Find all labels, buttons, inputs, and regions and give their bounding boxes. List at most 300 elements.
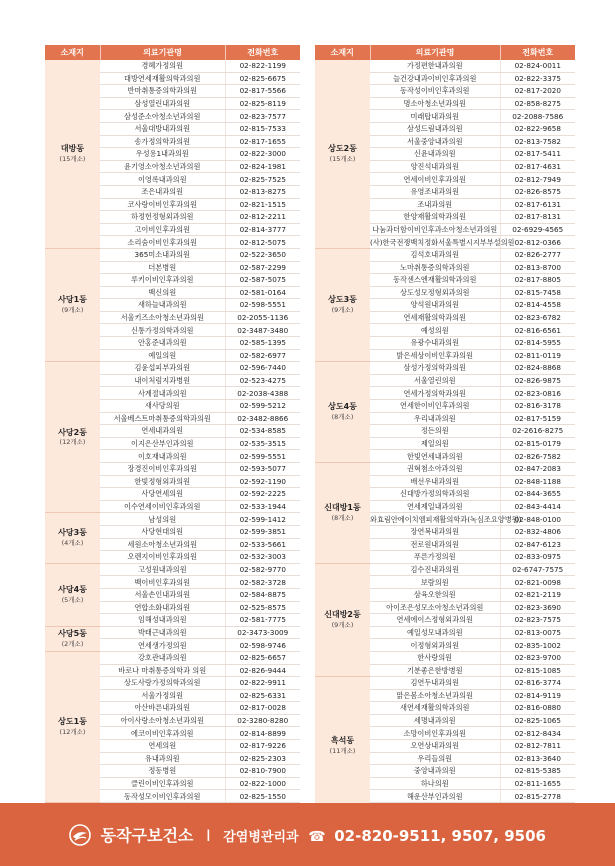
institution-name: 김수진내과의원 <box>370 563 500 576</box>
institution-name: 연세가정의학과의원 <box>370 387 500 400</box>
institution-name: 정든의원 <box>370 425 500 438</box>
phone-number: 02-817-5566 <box>225 85 300 98</box>
table-row <box>315 563 575 576</box>
phone-number: 02-824-8868 <box>500 362 575 375</box>
phone-number: 02-823-7575 <box>500 614 575 627</box>
phone-number: 02-814-4558 <box>500 299 575 312</box>
phone-number: 02-825-2303 <box>225 752 300 765</box>
area-name: 사당4동 <box>58 584 87 594</box>
table-row <box>45 513 300 526</box>
phone-icon: ☎ <box>308 829 326 845</box>
institution-name: 서울가정의원 <box>100 689 225 702</box>
area-count: (9개소) <box>61 306 84 315</box>
phone-number: 02-585-1395 <box>225 337 300 350</box>
institution-name: 신대방가정의학과의원 <box>370 488 500 501</box>
phone-number: 02-815-7533 <box>225 122 300 135</box>
institution-name: 정동병원 <box>100 765 225 778</box>
phone-number: 02-823-9700 <box>500 651 575 664</box>
phone-number: 02-814-9119 <box>500 689 575 702</box>
phone-number: 02-3482-8866 <box>225 412 300 425</box>
institution-name: 바로나 마취통증의학과 의원 <box>100 664 225 677</box>
institution-name: 소리숨이비인후과의원 <box>100 236 225 249</box>
phone-number: 02-825-6675 <box>225 72 300 85</box>
phone-number: 02-813-7582 <box>500 135 575 148</box>
phone-number: 02-811-1655 <box>500 777 575 790</box>
footer-contact <box>0 823 615 846</box>
phone-number: 02-844-3655 <box>500 488 575 501</box>
institution-name: 새사당의원 <box>100 400 225 413</box>
area-count: (8개소) <box>331 413 354 422</box>
institution-name: 사계절내과의원 <box>100 387 225 400</box>
phone-number: 02-584-8875 <box>225 588 300 601</box>
institution-name: 대방연세재활의학과의원 <box>100 72 225 85</box>
institution-name: 와효림안에이치엠피재활의학과(녹심조요양병원) <box>370 514 522 524</box>
phone-number: 02-810-7900 <box>225 765 300 778</box>
area-name: 흑석동 <box>330 736 355 746</box>
institution-name: 삼육오한의원 <box>370 588 500 601</box>
phone-number: 02-533-5661 <box>225 538 300 551</box>
header-area: 소재지 <box>315 45 370 60</box>
institution-name: 오렌지이비인후과의원 <box>100 551 225 564</box>
institution-name: 하나의원 <box>370 777 500 790</box>
area-count: (5개소) <box>61 595 84 604</box>
phone-number: 02-826-9444 <box>225 664 300 677</box>
phone-number: 02-826-8575 <box>500 185 575 198</box>
institution-name: 내이처럼지과병원 <box>100 374 225 387</box>
institution-name: 소망이비인후과의원 <box>370 727 500 740</box>
contact-phones[interactable]: 02-820-9511, 9507, 9506 <box>334 827 546 845</box>
phone-number: 02-822-3000 <box>225 148 300 161</box>
institution-name: 전로원내과의원 <box>370 538 500 551</box>
area-count: (2개소) <box>61 639 84 648</box>
phone-number: 02-534-8585 <box>225 425 300 438</box>
institution-name: 에코이비인후과의원 <box>100 727 225 740</box>
phone-number: 02-581-7775 <box>225 614 300 627</box>
phone-number: 02-812-7949 <box>500 173 575 186</box>
institution-name: 연세내과의원 <box>100 425 225 438</box>
institution-name: 배선우내과의원 <box>370 475 500 488</box>
institution-name: 명소아청소년과의원 <box>370 97 500 110</box>
institution-name: 신윤내과의원 <box>370 148 500 161</box>
header-phone: 전화번호 <box>225 45 300 60</box>
table-row <box>45 563 300 576</box>
institution-name: 한양재활의학과의원 <box>370 211 500 224</box>
phone-number: 02-2616-8275 <box>500 425 575 438</box>
phone-number: 02-817-5159 <box>500 412 575 425</box>
institution-name: 조은내과의원 <box>100 185 225 198</box>
institution-name: 우리들의원 <box>370 752 500 765</box>
phone-number: 02-847-6123 <box>500 538 575 551</box>
institution-name: 한빛연세내과의원 <box>370 450 500 463</box>
area-count: (12개소) <box>59 727 86 736</box>
institution-name: 연세재활의학과의원 <box>370 311 500 324</box>
area-cell <box>45 563 100 626</box>
institution-name: 이수연세이비인후과의원 <box>100 500 225 513</box>
phone-number: 02-817-5411 <box>500 148 575 161</box>
institution-name: 세명내과의원 <box>370 714 500 727</box>
area-name: 신대방1동 <box>324 503 361 513</box>
institution-name: 하정헌정형외과의원 <box>100 211 225 224</box>
table-row <box>315 362 575 375</box>
institution-name: 우성용1내과의원 <box>100 148 225 161</box>
institution-name: 오연상내과의원 <box>370 740 500 753</box>
institution-name: 아산바른내과의원 <box>100 702 225 715</box>
phone-number: 02-823-3690 <box>500 601 575 614</box>
phone-number: 02-593-5077 <box>225 463 300 476</box>
phone-number: 02-598-9746 <box>225 639 300 652</box>
institution-name: 임해성내과의원 <box>100 614 225 627</box>
institution-name: 서울베스트마취통증의학과의원 <box>100 412 225 425</box>
area-count: (4개소) <box>61 539 84 548</box>
phone-number: 02-824-1981 <box>225 160 300 173</box>
phone-number: 02-825-8119 <box>225 97 300 110</box>
area-name: 상도1동 <box>58 717 87 727</box>
table-header-row <box>315 45 575 60</box>
phone-number: 02-822-9658 <box>500 122 575 135</box>
institution-name: 윤기영소아청소년과의원 <box>100 160 225 173</box>
institution-name: 박태근내과의원 <box>100 626 225 639</box>
institution-name: 코사랑이비인후과의원 <box>100 198 225 211</box>
phone-number: 02-816-3774 <box>500 677 575 690</box>
phone-number: 02-2088-7586 <box>500 110 575 123</box>
phone-number: 02-826-9875 <box>500 374 575 387</box>
phone-number: 02-533-1944 <box>225 500 300 513</box>
institution-name: 경혜가정의원 <box>100 60 225 72</box>
institution-name: 밝은세상이비인후과의원 <box>370 349 500 362</box>
institution-name: (사)한국전쟁백치정화서울특별시지부부설의원 <box>370 237 515 247</box>
institution-name: 반마취통증의학과의원 <box>100 85 225 98</box>
phone-number: 02-825-6331 <box>225 689 300 702</box>
phone-number: 02-812-5075 <box>225 236 300 249</box>
institution-name: 서울대방내과의원 <box>100 122 225 135</box>
phone-number: 02-582-9770 <box>225 563 300 576</box>
table-row <box>45 60 300 72</box>
phone-number: 02-813-8275 <box>225 185 300 198</box>
phone-number: 02-822-3375 <box>500 72 575 85</box>
area-name: 상도4동 <box>328 402 357 412</box>
institution-name: 연세에이스정형외과의원 <box>370 614 500 627</box>
area-name: 대방동 <box>60 144 85 154</box>
phone-number: 02-821-1515 <box>225 198 300 211</box>
table-row <box>45 248 300 261</box>
institution-name: 연세한이비인후과의원 <box>370 400 500 413</box>
institution-name: 유내과의원 <box>100 752 225 765</box>
institution-name: 안홍준내과의원 <box>100 337 225 350</box>
table-row <box>45 362 300 375</box>
table-row <box>45 651 300 664</box>
institution-name: 나눔과더함이비인후과소아청소년과의원 <box>370 223 500 236</box>
institution-name: 기분좋은한방병원 <box>370 664 500 677</box>
phone-number: 02-812-0366 <box>500 236 575 249</box>
area-cell <box>45 362 100 513</box>
phone-number: 02-813-3640 <box>500 752 575 765</box>
institution-name: 양진석내과의원 <box>370 160 500 173</box>
institution-name: 더본병원 <box>100 261 225 274</box>
institution-name: 김연두내과의원 <box>370 677 500 690</box>
phone-number: 02-814-8899 <box>225 727 300 740</box>
phone-number: 02-814-3777 <box>225 223 300 236</box>
phone-number: 02-817-0028 <box>225 702 300 715</box>
phone-number: 02-2038-4388 <box>225 387 300 400</box>
institution-name: 조내과의원 <box>370 198 500 211</box>
institution-name: 동작성이비인후과의원 <box>370 85 500 98</box>
institution-name: 상도성모정형외과의원 <box>370 286 500 299</box>
phone-number: 02-6929-4565 <box>500 223 575 236</box>
institution-name: 아이사랑소아청소년과의원 <box>100 714 225 727</box>
institution-name: 보람의원 <box>370 576 500 589</box>
phone-number: 02-599-5551 <box>225 450 300 463</box>
institution-name: 예일의원 <box>100 349 225 362</box>
institution-name: 삼성가정의학과의원 <box>370 362 500 375</box>
phone-number: 02-522-3650 <box>225 248 300 261</box>
phone-number: 02-599-5212 <box>225 400 300 413</box>
institution-name: 맑은봄소아청소년과의원 <box>370 689 500 702</box>
institution-name: 늘건강내과이비인후과의원 <box>370 72 500 85</box>
institution-name: 백신의원 <box>100 286 225 299</box>
area-cell <box>315 362 370 463</box>
phone-number: 02-825-7525 <box>225 173 300 186</box>
phone-number: 02-815-2778 <box>500 790 575 803</box>
phone-number: 02-812-2211 <box>225 211 300 224</box>
phone-number: 02-825-1550 <box>225 790 300 803</box>
institution-name: 제일의원 <box>370 437 500 450</box>
institution-name: 송가정의학과의원 <box>100 135 225 148</box>
phone-number: 02-811-0119 <box>500 349 575 362</box>
header-area: 소재지 <box>45 45 100 60</box>
table-row <box>315 463 575 476</box>
institution-name: 연합소화내과의원 <box>100 601 225 614</box>
institution-name: 서울키즈소아청소년과의원 <box>100 311 225 324</box>
phone-number: 02-812-8434 <box>500 727 575 740</box>
phone-number: 02-587-5075 <box>225 274 300 287</box>
institution-name: 이영록내과의원 <box>100 173 225 186</box>
phone-number: 02-858-8275 <box>500 97 575 110</box>
institution-name: 가정편한내과의원 <box>370 60 500 72</box>
institution-name: 루키이비인후과의원 <box>100 274 225 287</box>
department-name: 감염병관리과 <box>223 830 299 845</box>
institution-name: 클린이비인후과의원 <box>100 777 225 790</box>
table-header-row <box>45 45 300 60</box>
area-cell <box>315 60 370 248</box>
institution-name: 아이조은성모소아청소년과의원 <box>370 601 500 614</box>
phone-number: 02-822-9911 <box>225 677 300 690</box>
phone-number: 02-523-4275 <box>225 374 300 387</box>
area-name: 상도2동 <box>328 144 357 154</box>
table-row <box>315 248 575 261</box>
institution-name: 동작센스엔재활의학과의원 <box>370 274 500 287</box>
institution-name: 연세이비인후과의원 <box>370 173 500 186</box>
phone-number: 02-823-7577 <box>225 110 300 123</box>
phone-number: 02-587-2299 <box>225 261 300 274</box>
phone-number: 02-532-3003 <box>225 551 300 564</box>
institution-name: 연세제일내과의원 <box>370 500 500 513</box>
institution-name: 한빛정형외과의원 <box>100 475 225 488</box>
area-name: 신대방2동 <box>324 610 361 620</box>
footer-banner <box>0 803 615 866</box>
institution-name: 사당현대의원 <box>100 525 225 538</box>
institution-name: 김석호내과의원 <box>370 248 500 261</box>
area-name: 사당2동 <box>58 427 87 437</box>
clinic-table-left <box>45 45 300 803</box>
phone-number: 02-817-1655 <box>225 135 300 148</box>
institution-name: 김윤섭피부과의원 <box>100 362 225 375</box>
phone-number: 02-581-0164 <box>225 286 300 299</box>
institution-name: 중앙내과의원 <box>370 765 500 778</box>
area-name: 사당3동 <box>58 528 87 538</box>
phone-number: 02-816-0880 <box>500 702 575 715</box>
institution-name: 상도사랑가정의학과의원 <box>100 677 225 690</box>
institution-name: 장경진이비인후과의원 <box>100 463 225 476</box>
area-count: (9개소) <box>331 306 354 315</box>
phone-number: 02-3280-8280 <box>225 714 300 727</box>
area-cell <box>45 248 100 361</box>
separator: I <box>205 826 211 845</box>
phone-number: 02-815-5385 <box>500 765 575 778</box>
phone-number: 02-525-8575 <box>225 601 300 614</box>
phone-number: 02-598-5551 <box>225 299 300 312</box>
phone-number: 02-822-1000 <box>225 777 300 790</box>
phone-number: 02-815-1085 <box>500 664 575 677</box>
clinic-table-right <box>315 45 575 816</box>
institution-name: 서울열린의원 <box>370 374 500 387</box>
institution-name: 양석원내과의원 <box>370 299 500 312</box>
phone-number: 02-847-2083 <box>500 463 575 476</box>
phone-number: 02-582-6977 <box>225 349 300 362</box>
phone-number: 02-817-8805 <box>500 274 575 287</box>
institution-name: 연세생가정의원 <box>100 639 225 652</box>
table-row <box>315 677 575 690</box>
institution-name: 예일성모내과의원 <box>370 626 500 639</box>
phone-number: 02-582-3728 <box>225 576 300 589</box>
institution-name: 유영조내과의원 <box>370 185 500 198</box>
phone-number: 02-816-3178 <box>500 400 575 413</box>
phone-number: 02-817-6131 <box>500 198 575 211</box>
institution-name: 푸른가정의원 <box>370 551 500 564</box>
area-cell <box>45 626 100 651</box>
phone-number: 02-816-6561 <box>500 324 575 337</box>
phone-number: 02-6747-7575 <box>500 563 575 576</box>
institution-name: 노마취통증의학과의원 <box>370 261 500 274</box>
header-phone: 전화번호 <box>500 45 575 60</box>
phone-number: 02-535-3515 <box>225 437 300 450</box>
institution-name: 동작성모이비인후과의원 <box>100 790 225 803</box>
institution-name: 미래탑내과의원 <box>370 110 500 123</box>
institution-name: 고이비인후과의원 <box>100 223 225 236</box>
institution-name: 새연세재활의학과의원 <box>370 702 500 715</box>
institution-name: 서울중앙내과의원 <box>370 135 500 148</box>
phone-number: 02-826-7582 <box>500 450 575 463</box>
phone-number: 02-825-1065 <box>500 714 575 727</box>
institution-name: 이지은산부인과의원 <box>100 437 225 450</box>
institution-name: 이정형외과의원 <box>370 639 500 652</box>
institution-name: 세원소아청소년과의원 <box>100 538 225 551</box>
org-name: 동작구보건소 <box>100 826 194 845</box>
institution-name: 강호관내과의원 <box>100 651 225 664</box>
institution-name: 우리내과의원 <box>370 412 500 425</box>
institution-name: 권혁첨소아과의원 <box>370 463 500 476</box>
phone-number: 02-825-6657 <box>225 651 300 664</box>
institution-name: 새하늘내과의원 <box>100 299 225 312</box>
phone-number: 02-821-2119 <box>500 588 575 601</box>
phone-number: 02-832-4806 <box>500 525 575 538</box>
phone-number: 02-599-1412 <box>225 513 300 526</box>
phone-number: 02-823-0816 <box>500 387 575 400</box>
phone-number: 02-812-7811 <box>500 740 575 753</box>
phone-number: 02-848-0100 <box>500 513 575 526</box>
institution-name: 서울손인내과의원 <box>100 588 225 601</box>
phone-number: 02-813-8700 <box>500 261 575 274</box>
dongjak-logo-icon <box>69 824 91 846</box>
institution-name: 남성의원 <box>100 513 225 526</box>
area-cell <box>315 248 370 361</box>
phone-number: 02-2055-1136 <box>225 311 300 324</box>
institution-name: 한사랑의원 <box>370 651 500 664</box>
institution-name: 고성원내과의원 <box>100 563 225 576</box>
phone-number: 02-3487-3480 <box>225 324 300 337</box>
institution-name: 삼성열린내과의원 <box>100 97 225 110</box>
phone-number: 02-815-7458 <box>500 286 575 299</box>
area-cell <box>45 60 100 248</box>
phone-number: 02-835-1002 <box>500 639 575 652</box>
institution-name: 삼성준소아청소년과의원 <box>100 110 225 123</box>
area-count: (12개소) <box>59 438 86 447</box>
phone-number: 02-817-2020 <box>500 85 575 98</box>
phone-number: 02-599-3851 <box>225 525 300 538</box>
area-count: (9개소) <box>331 620 354 629</box>
area-name: 사당5동 <box>58 629 87 639</box>
institution-name: 해운산부인과의원 <box>370 790 500 803</box>
area-cell <box>45 651 100 802</box>
phone-number: 02-843-4414 <box>500 500 575 513</box>
phone-number: 02-817-9226 <box>225 740 300 753</box>
phone-number: 02-848-1188 <box>500 475 575 488</box>
table-row <box>45 626 300 639</box>
area-cell <box>315 563 370 676</box>
header-institution: 의료기관명 <box>100 45 225 60</box>
phone-number: 02-833-0975 <box>500 551 575 564</box>
phone-number: 02-813-0075 <box>500 626 575 639</box>
header-institution: 의료기관명 <box>370 45 500 60</box>
phone-number: 02-3473-3009 <box>225 626 300 639</box>
institution-name: 연세의원 <box>100 740 225 753</box>
area-cell <box>315 677 370 816</box>
area-count: (15개소) <box>329 154 356 163</box>
phone-number: 02-815-0179 <box>500 437 575 450</box>
table-row <box>315 60 575 72</box>
phone-number: 02-596-7440 <box>225 362 300 375</box>
institution-name: 백이비인후과의원 <box>100 576 225 589</box>
phone-number: 02-822-1199 <box>225 60 300 72</box>
phone-number: 02-824-0011 <box>500 60 575 72</box>
area-cell <box>45 513 100 563</box>
institution-name: 사당연세의원 <box>100 488 225 501</box>
area-count: (15개소) <box>59 154 86 163</box>
area-count: (8개소) <box>331 513 354 522</box>
phone-number: 02-592-2225 <box>225 488 300 501</box>
phone-number: 02-817-8131 <box>500 211 575 224</box>
phone-number: 02-826-2777 <box>500 248 575 261</box>
phone-number: 02-817-4631 <box>500 160 575 173</box>
institution-name: 장연복내과의원 <box>370 525 500 538</box>
area-count: (11개소) <box>329 746 356 755</box>
institution-name: 이호재내과의원 <box>100 450 225 463</box>
phone-number: 02-821-0098 <box>500 576 575 589</box>
institution-name: 신통가정의학과의원 <box>100 324 225 337</box>
phone-number: 02-823-6782 <box>500 311 575 324</box>
institution-name: 유광수내과의원 <box>370 337 500 350</box>
institution-name: 365미소내과의원 <box>100 248 225 261</box>
institution-name: 삼성드림내과의원 <box>370 122 500 135</box>
